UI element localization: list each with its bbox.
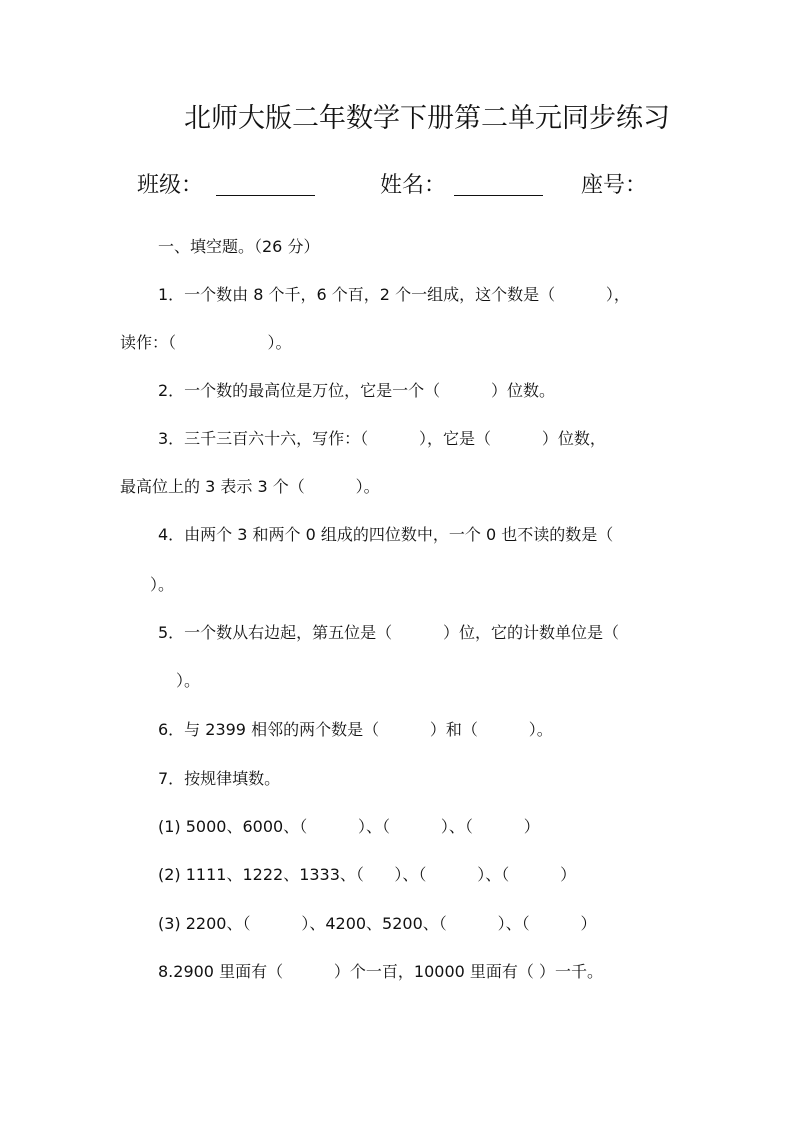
question-5-line-2: ）。 [176,671,201,690]
question-3-line-2: 最高位上的 3 表示 3 个（ ）。 [120,477,380,496]
name-blank[interactable] [454,195,543,196]
question-4-line-2: ）。 [150,575,175,594]
question-2: 2．一个数的最高位是万位，它是一个（ ）位数。 [158,381,556,400]
question-8: 8.2900 里面有（ ）个一百，10000 里面有（ ）一千。 [158,962,604,981]
page-title: 北师大版二年数学下册第二单元同步练习 [184,103,670,134]
seat-label: 座号： [581,173,648,198]
question-5-line-1: 5．一个数从右边起，第五位是（ ）位，它的计数单位是（ [158,623,620,642]
question-1-line-2: 读作：（ ）。 [120,333,292,352]
name-label: 姓名： [380,173,447,198]
question-3-line-1: 3．三千三百六十六，写作：（ ），它是（ ）位数， [158,429,606,448]
question-7: 7．按规律填数。 [158,769,281,788]
question-7-part-3: (3) 2200、（ ）、4200、5200、（ ）、（ ） [158,914,597,933]
question-4-line-1: 4．由两个 3 和两个 0 组成的四位数中，一个 0 也不读的数是（ [158,525,614,544]
question-1-line-1: 1．一个数由 8 个千，6 个百，2 个一组成，这个数是（ ）， [158,285,630,304]
question-7-part-2: (2) 1111、1222、1333、（ ）、（ ）、（ ） [158,865,577,884]
section-heading: 一、填空题。（26 分） [158,237,320,256]
class-blank[interactable] [216,195,315,196]
student-info-row [0,168,794,204]
question-6: 6．与 2399 相邻的两个数是（ ）和（ ）。 [158,720,553,739]
class-label: 班级： [137,173,204,198]
question-7-part-1: (1) 5000、6000、（ ）、（ ）、（ ） [158,817,540,836]
